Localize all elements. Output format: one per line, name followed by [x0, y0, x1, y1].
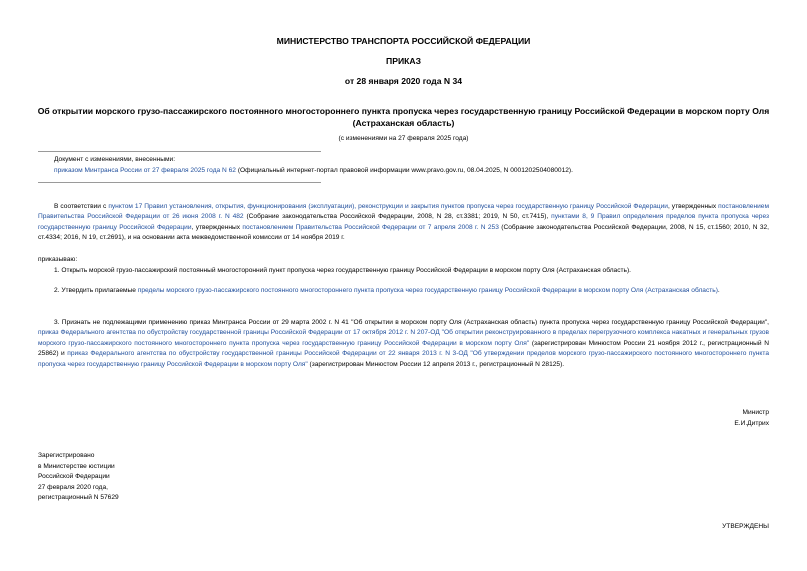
item3-link-order-207[interactable]: приказ Федерального агентства по обустройству государственной границы Российской Федерации от 17 октября 2012 г. N 207-ОД "Об открытии реконструированного в пределах перегрузочного комплекса накатных и генеральных грузов морского грузо-пассажирского постоянного многостороннего пункта пропуска через государственную границу Российской Федерации в морском порту Оля": [38, 329, 769, 347]
divider-top: [38, 151, 321, 152]
basis-text-5: (Собрание законодательства Российской Федерации, 2008, N 15, ст.1560; 2010, N 32, ст.4334; 2016, N 19, ст.2691), и на основании акта межведомственной комиссии от 14 ноября 2019 г.: [38, 223, 769, 242]
registration-line-5: регистрационный N 57629: [38, 494, 119, 501]
amendment-info-source: [54, 166, 754, 177]
basis-link-decree-482[interactable]: постановлением Правительства Российской Федерации от 26 июня 2008 г. N 482: [38, 203, 769, 221]
registration-line-2: в Министерстве юстиции: [38, 462, 115, 470]
amendment-order-link[interactable]: приказом Минтранса России от 27 февраля 2025 года N 62: [54, 166, 236, 174]
order-item-1: 1. Открыть морской грузо-пассажирский постоянный многосторонний пункт пропуска через государственную границу Российской Федерации в морском порту Оля (Астраханская область).: [54, 267, 631, 274]
basis-link-rules-17[interactable]: пунктом 17 Правил установления, открытия, функционирования (эксплуатации), реконструкции и закрытия пунктов пропуска через государственную границу Российской Федерации: [108, 203, 668, 210]
divider-bottom: [38, 182, 321, 183]
document-type: ПРИКАЗ: [386, 56, 421, 66]
registration-line-4: 27 февраля 2020 года,: [38, 483, 108, 491]
basis-link-decree-253[interactable]: постановлением Правительства Российской Федерации от 7 апреля 2008 г. N 253: [242, 223, 499, 231]
signatory-position: Министр: [742, 409, 769, 416]
item3-text-3: (зарегистрирован Минюстом России 12 апреля 2013 г., регистрационный N 28125).: [307, 360, 565, 368]
order-item-3: [38, 318, 769, 370]
item3-text-2: (зарегистрирован Минюстом России 21 ноября 2012 г., регистрационный N 25862) и: [38, 339, 770, 358]
order-word: приказываю:: [38, 256, 78, 263]
ministry-name: МИНИСТЕРСТВО ТРАНСПОРТА РОССИЙСКОЙ ФЕДЕРАЦИИ: [276, 36, 531, 46]
basis-text-3: (Собрание законодательства Российской Федерации, 2008, N 28, ст.3381; 2019, N 50, ст.7415),: [243, 213, 552, 221]
basis-link-rules-8-9[interactable]: пунктами 8, 9 Правил определения пределов пункта пропуска через государственную границу Российской Федерации: [38, 213, 770, 231]
item2-text-2: .: [717, 287, 720, 294]
document-date-number: от 28 января 2020 года N 34: [344, 76, 463, 86]
amendment-info-rest: (Официальный интернет-портал правовой информации www.pravo.gov.ru, 08.04.2025, N 0001202504080012).: [235, 166, 573, 174]
registration-block: [38, 451, 119, 504]
signature-block: [734, 408, 769, 429]
basis-text-4: , утвержденных: [191, 223, 243, 231]
registration-line-1: Зарегистрировано: [38, 452, 95, 459]
item2-link-limits[interactable]: пределы морского грузо-пассажирского постоянного многостороннего пункта пропуска через государственную границу Российской Федерации в морском порту Оля (Астраханская область): [137, 287, 718, 294]
document-title: Об открытии морского грузо-пассажирского постоянного многостороннего пункта пропуска через государственную границу Российской Федерации в морском порту Оля (Астраханская область): [37, 106, 770, 128]
basis-text-1: В соответствии с: [54, 203, 109, 210]
registration-line-3: Российской Федерации: [38, 473, 110, 480]
item3-text-1: 3. Признать не подлежащими применению приказ Минтранса России от 29 марта 2002 г. N 41 "Об открытии в морском порту Оля (Астраханская область) пункта пропуска через государственную границу Российской Федерации",: [54, 319, 769, 326]
item3-link-order-3[interactable]: приказ Федерального агентства по обустройству государственной границы Российской Федерации от 22 января 2013 г. N 3-ОД "Об утверждении пределов морского грузо-пассажирского постоянного многостороннего пункта пропуска через государственную границу Российской Федерации в морском порту Оля": [38, 350, 769, 368]
legal-basis-paragraph: [38, 202, 769, 244]
amendment-info-label: Документ с изменениями, внесенными:: [54, 156, 176, 163]
basis-text-2: , утвержденных: [667, 203, 719, 210]
signatory-name: Е.И.Дитрих: [734, 419, 769, 427]
amendment-info: [54, 155, 754, 176]
approved-heading: УТВЕРЖДЕНЫ: [722, 523, 769, 530]
order-item-2: [38, 286, 769, 296]
amendment-note: (с изменениями на 27 февраля 2025 года): [338, 135, 469, 142]
item2-text-1: 2. Утвердить прилагаемые: [54, 287, 138, 294]
